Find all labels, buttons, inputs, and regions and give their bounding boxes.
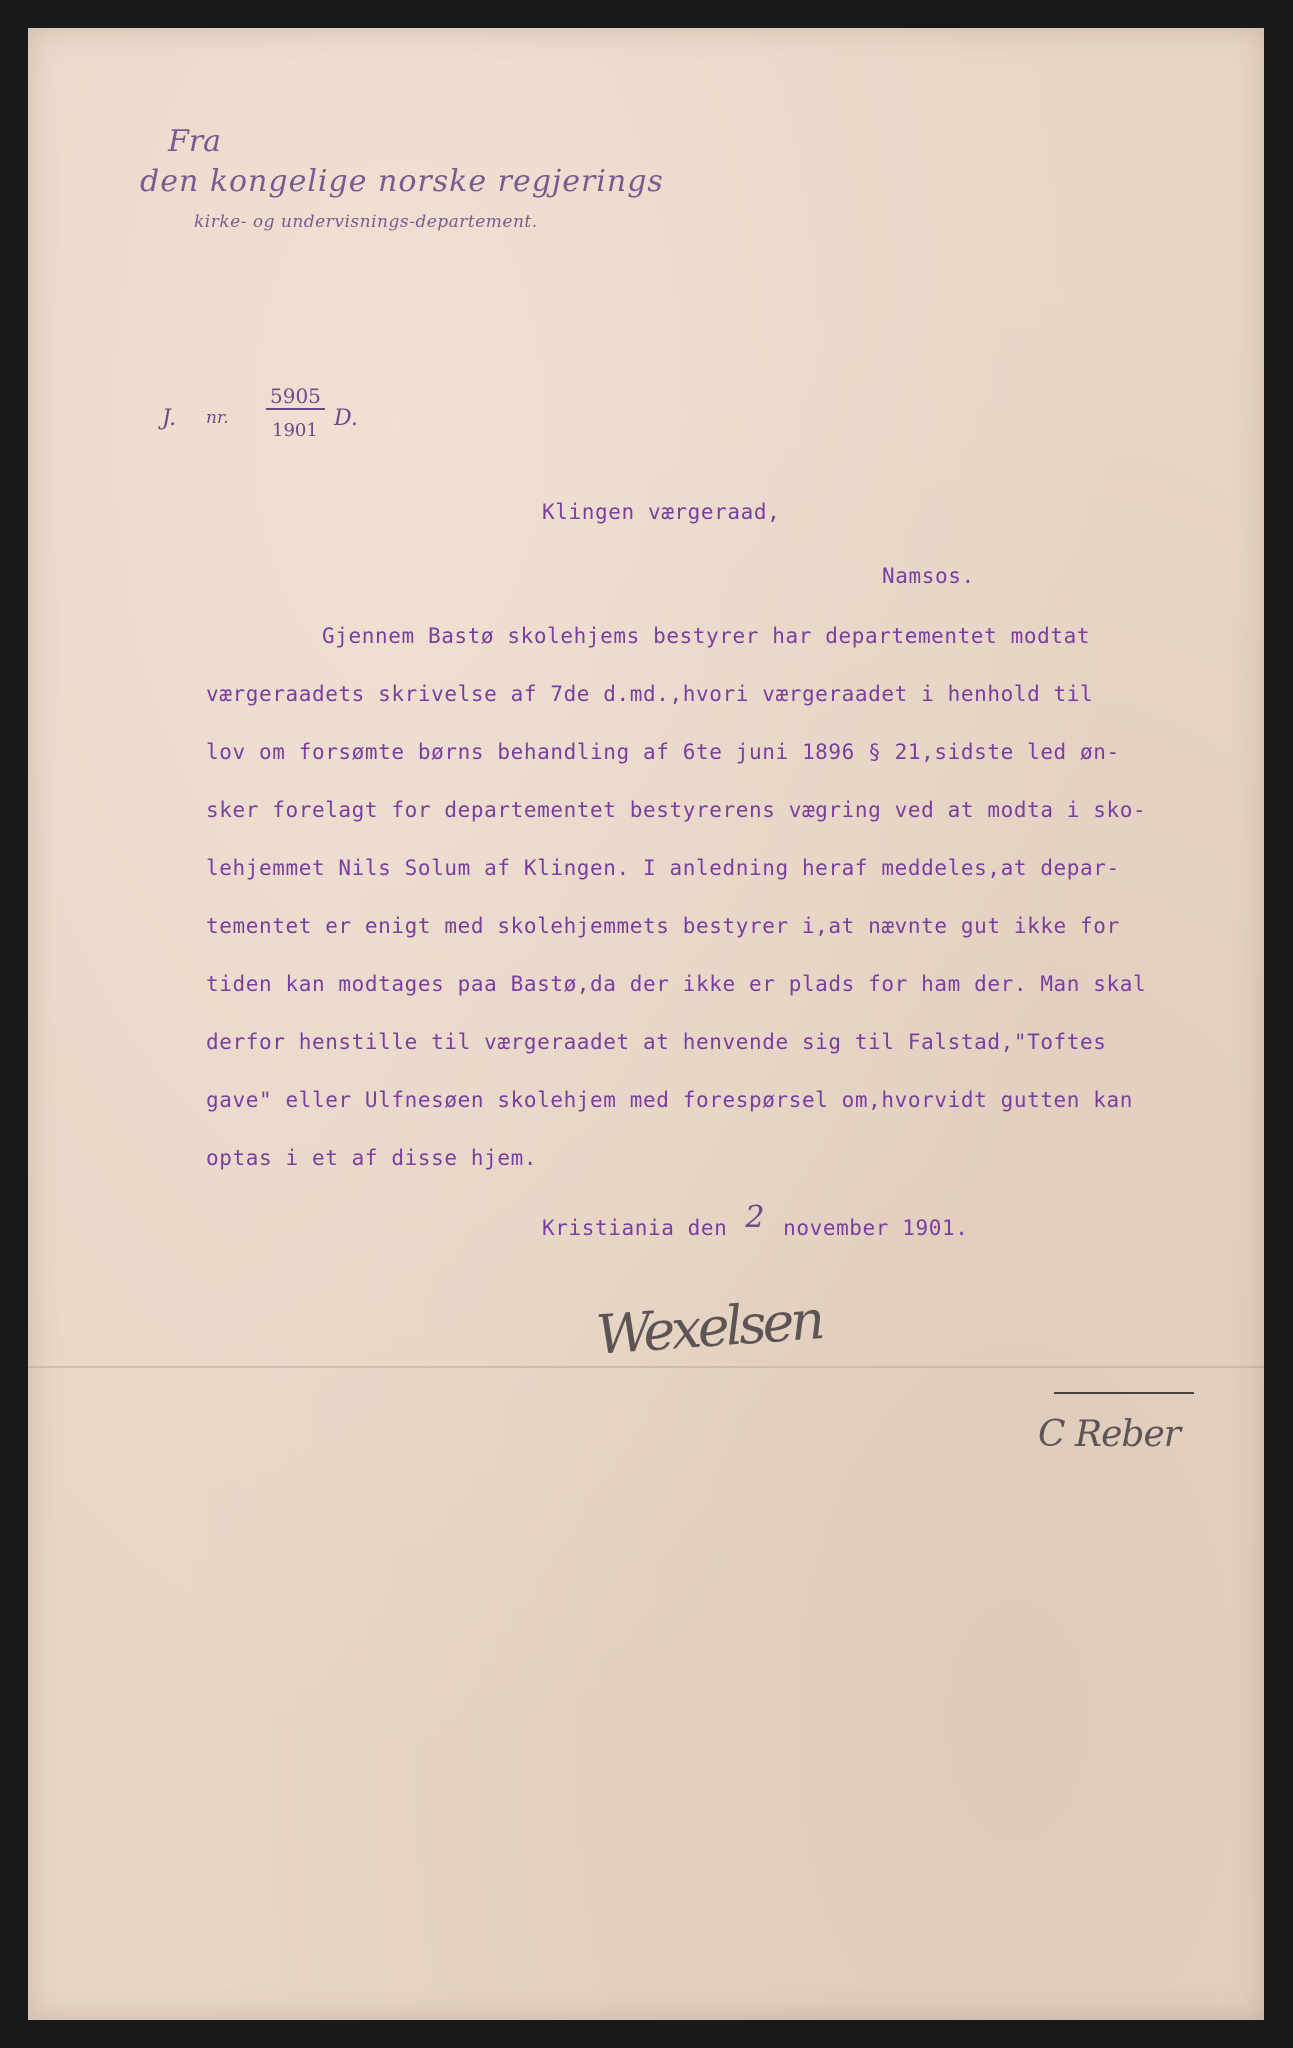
body-line: gave" eller Ulfnesøen skolehjem med forespørsel om,hvorvidt gutten kan (206, 1088, 1134, 1112)
letter-sheet (28, 28, 1264, 2020)
body-line: værgeraadets skrivelse af 7de d.md.,hvori værgeraadet i henhold til (206, 682, 1094, 706)
date-day: 2 (745, 1200, 766, 1235)
journal-year: 1901 (272, 420, 318, 441)
signature-secondary: C Reber (1038, 1414, 1180, 1455)
letterhead-from: Fra (168, 124, 222, 159)
date-month-year: november 1901. (783, 1216, 969, 1240)
body-line: sker forelagt for departementet bestyrerens vægring ved at modta i sko- (206, 798, 1147, 822)
paper-fold (28, 1366, 1264, 1368)
body-line: lov om forsømte børns behandling af 6te juni 1896 § 21,sidste led øn- (206, 740, 1120, 764)
body-line: derfor henstille til værgeraadet at henvende sig til Falstad,"Toftes (206, 1030, 1107, 1054)
journal-suffix: D. (334, 406, 358, 431)
date-line (542, 1200, 969, 1243)
body-line: tiden kan modtages paa Bastø,da der ikke er plads for ham der. Man skal (206, 972, 1147, 996)
body-line: Gjennem Bastø skolehjems bestyrer har departementet modtat (322, 624, 1091, 648)
signature-rule (1054, 1392, 1194, 1394)
letterhead-government: den kongelige norske regjerings (140, 164, 664, 199)
date-city: Kristiania den (542, 1216, 728, 1240)
signature-main: Wexelsen (594, 1288, 824, 1367)
journal-prefix: J. (162, 406, 177, 431)
body-line: tementet er enigt med skolehjemmets bestyrer i,at nævnte gut ikke for (206, 914, 1120, 938)
addressee-place: Namsos. (882, 564, 975, 588)
body-line: lehjemmet Nils Solum af Klingen. I anledning heraf meddeles,at depar- (206, 856, 1120, 880)
body-line: optas i et af disse hjem. (206, 1146, 538, 1170)
journal-number-value: 5905 (266, 384, 325, 410)
journal-nr-label: nr. (206, 408, 229, 428)
letterhead-department: kirke- og undervisnings-departement. (194, 212, 538, 232)
addressee: Klingen værgeraad, (542, 500, 781, 524)
